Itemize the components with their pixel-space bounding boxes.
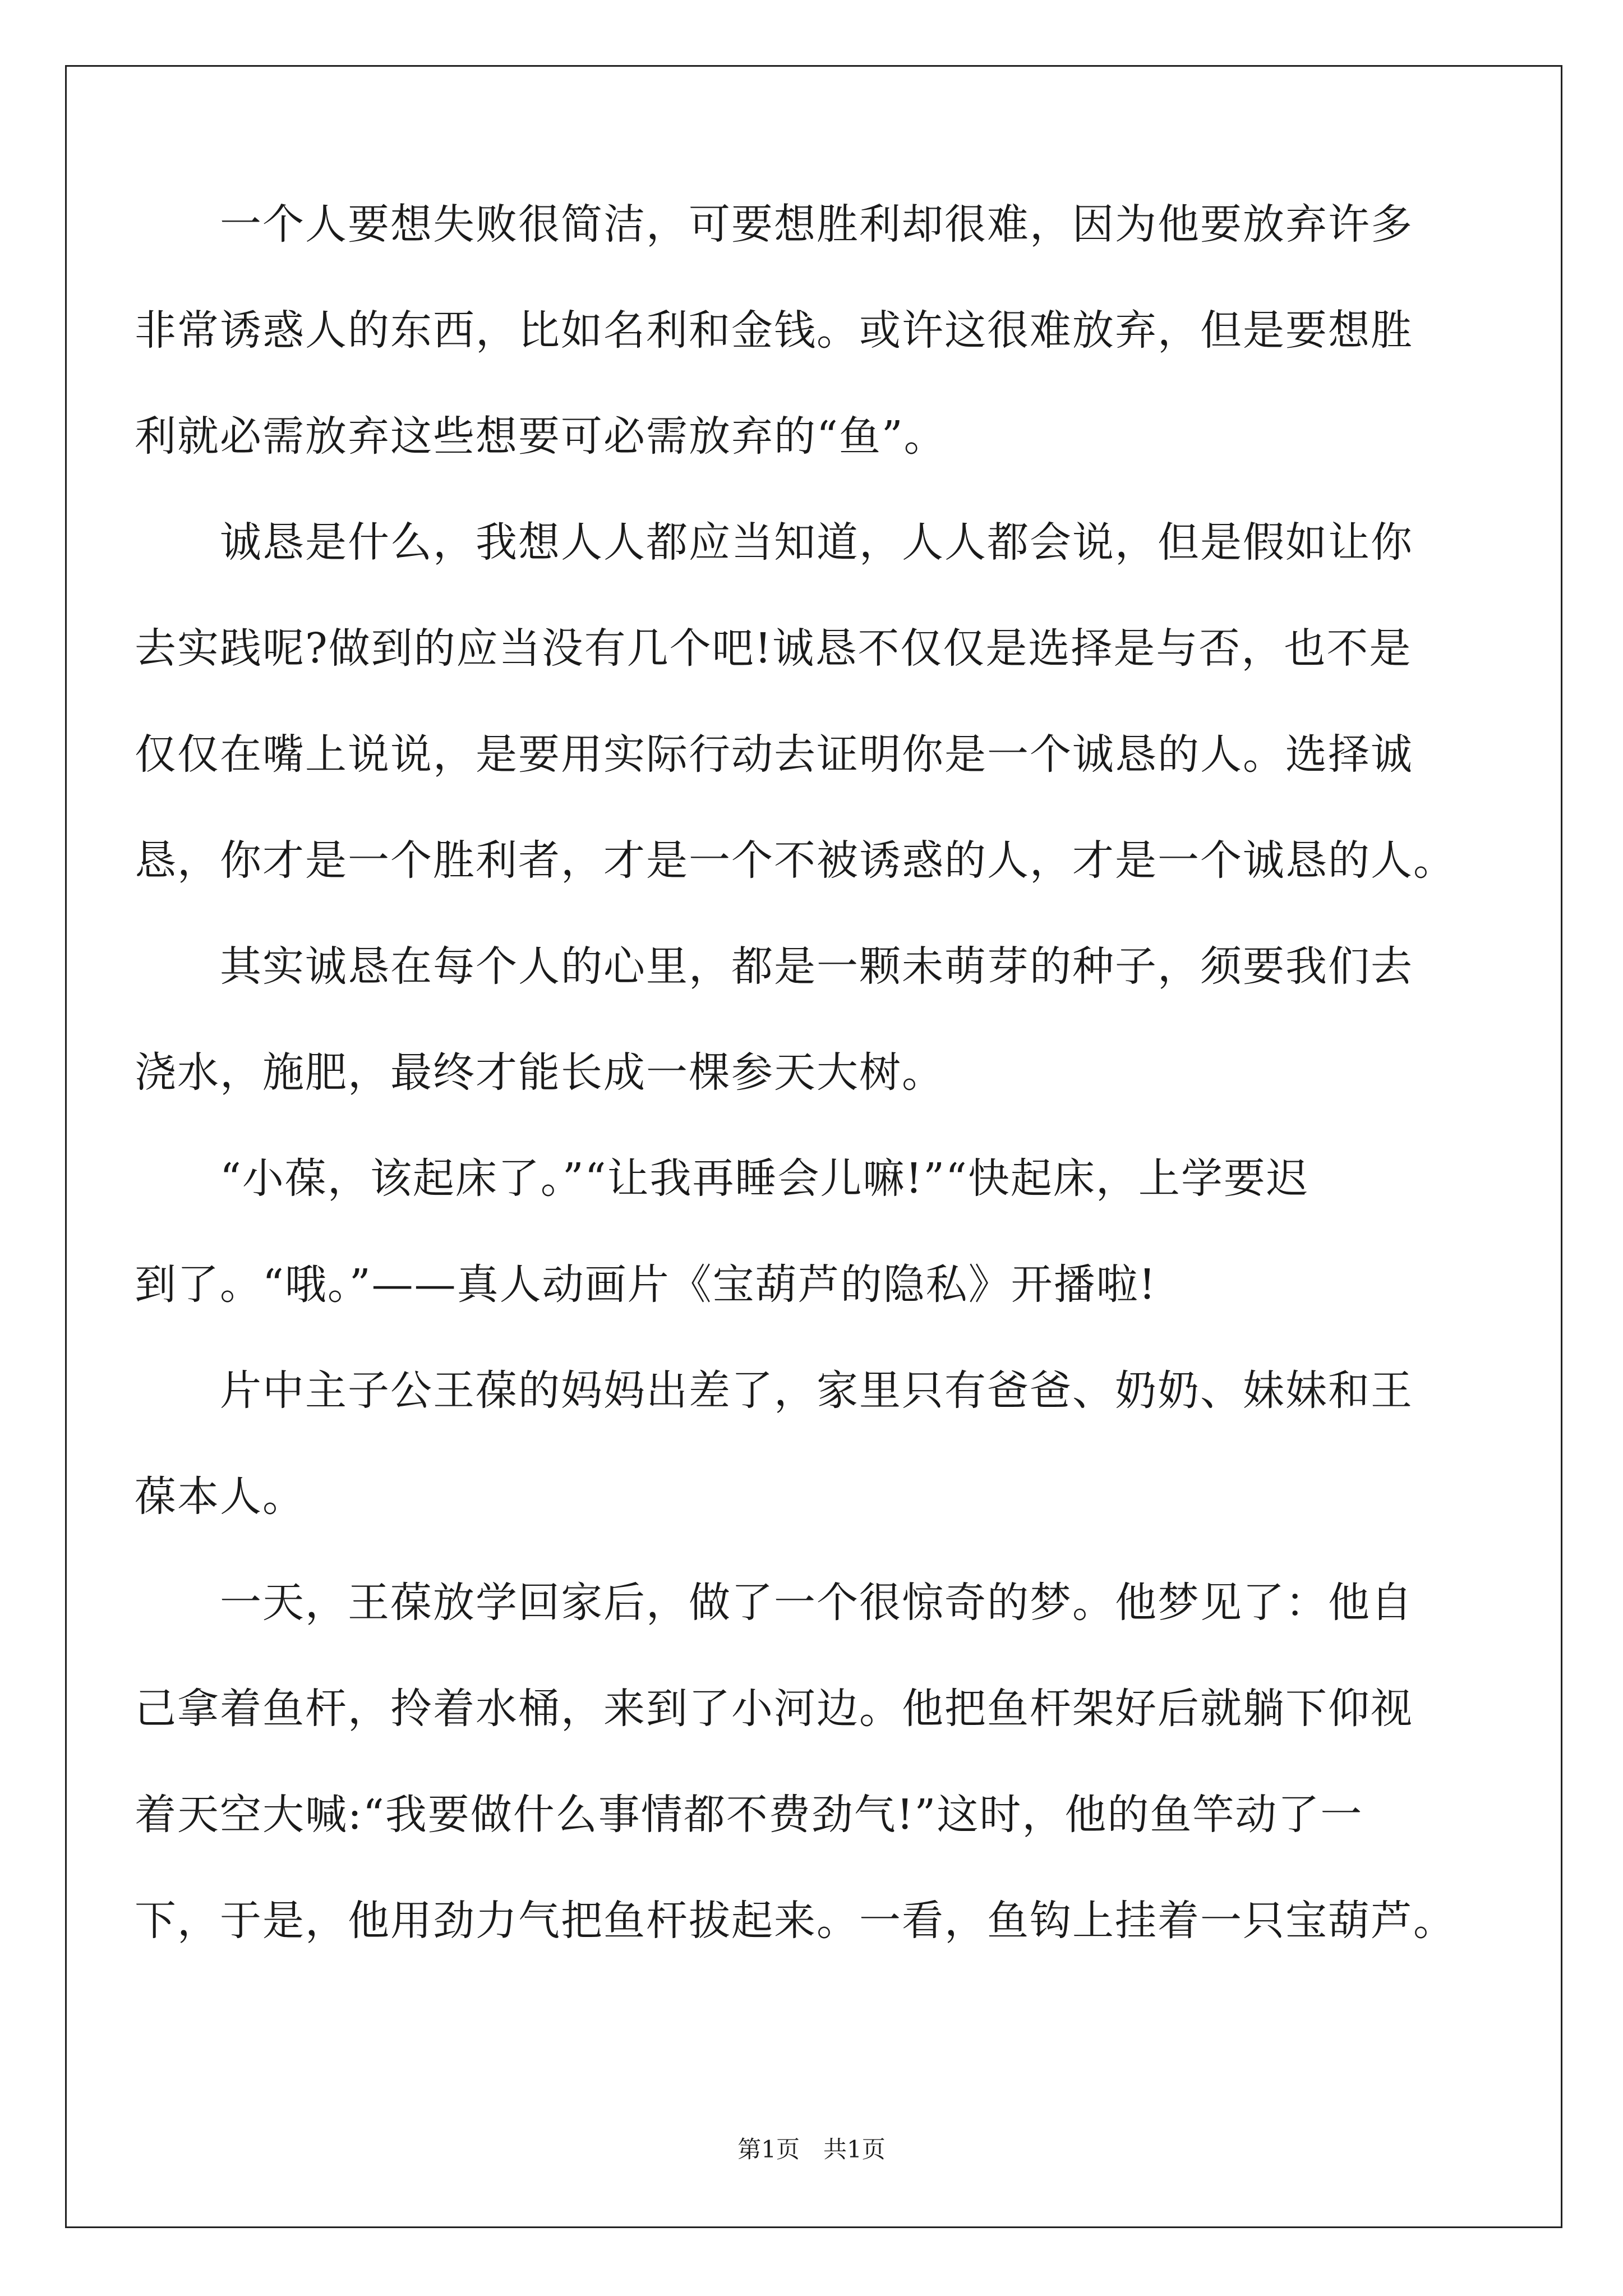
- text-line: 到了。“哦。”——真人动画片《宝葫芦的隐私》开播啦!: [135, 1260, 1157, 1309]
- text-line: 诚恳是什么，我想人人都应当知道，人人都会说，但是假如让你: [135, 518, 1413, 567]
- text-line: 着天空大喊:“我要做什么事情都不费劲气!”这时，他的鱼竿动了一: [135, 1791, 1363, 1839]
- text-line: 非常诱惑人的东西，比如名利和金钱。或许这很难放弃，但是要想胜: [135, 306, 1413, 355]
- text-line: 利就必需放弃这些想要可必需放弃的“鱼”。: [135, 412, 947, 461]
- text-line: 下，于是，他用劲力气把鱼杆拔起来。一看，鱼钩上挂着一只宝葫芦。: [135, 1897, 1456, 1945]
- text-line: 己拿着鱼杆，拎着水桶，来到了小河边。他把鱼杆架好后就躺下仰视: [135, 1685, 1413, 1733]
- text-line: 去实践呢?做到的应当没有几个吧!诚恳不仅仅是选择是与否，也不是: [135, 624, 1412, 673]
- page-number-footer: 第1页 共1页: [737, 2136, 886, 2163]
- text-line: 片中主子公王葆的妈妈出差了，家里只有爸爸、奶奶、妹妹和王: [135, 1366, 1413, 1415]
- text-line: 一个人要想失败很简洁，可要想胜利却很难，因为他要放弃许多: [135, 200, 1413, 249]
- text-line: 葆本人。: [135, 1473, 305, 1521]
- text-line: “小葆，该起床了。”“让我再睡会儿嘛!”“快起床，上学要迟: [135, 1154, 1309, 1203]
- text-line: 仅仅在嘴上说说，是要用实际行动去证明你是一个诚恳的人。选择诚: [135, 730, 1413, 779]
- text-line: 恳，你才是一个胜利者，才是一个不被诱惑的人，才是一个诚恳的人。: [135, 836, 1456, 885]
- text-line: 其实诚恳在每个人的心里，都是一颗未萌芽的种子，须要我们去: [135, 942, 1413, 991]
- text-line: 浇水，施肥，最终才能长成一棵参天大树。: [135, 1048, 944, 1097]
- text-line: 一天，王葆放学回家后，做了一个很惊奇的梦。他梦见了：他自: [135, 1579, 1413, 1627]
